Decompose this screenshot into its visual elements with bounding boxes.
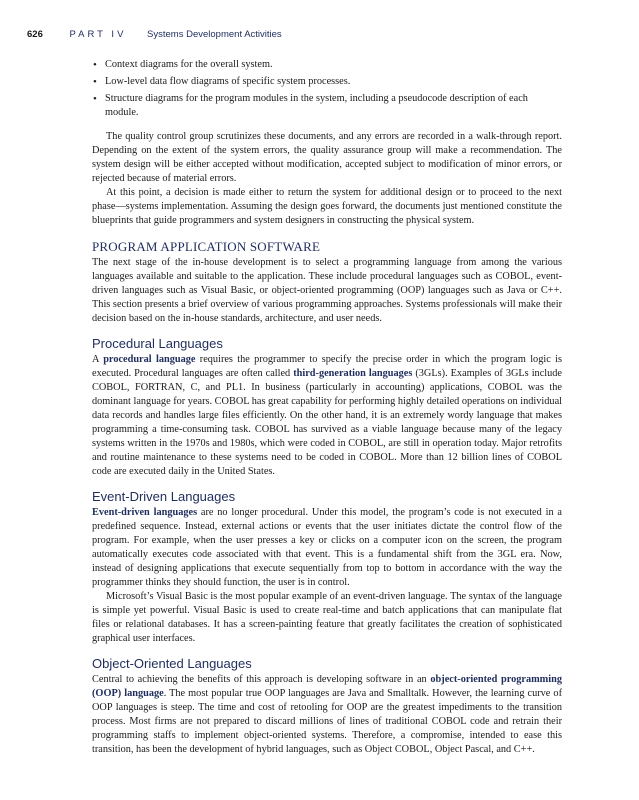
subheading-procedural: Procedural Languages	[92, 336, 223, 351]
bullet-item: • Structure diagrams for the program modules in the system, including a pseudocode description of each module.	[92, 92, 562, 120]
bullet-item: • Context diagrams for the overall system.	[92, 58, 562, 72]
paragraph-event-driven	[92, 506, 562, 590]
subheading-object-oriented: Object-Oriented Languages	[92, 656, 252, 671]
chapter-title: Systems Development Activities	[147, 29, 282, 40]
paragraph-quality-control: The quality control group scrutinizes these documents, and any errors are recorded in a walk-through report. Depending on the extent of the system errors, the quality assurance group will make a recommendation. The system design will be either accepted without modification, accepted subject to modification of minor errors, or rejected because of material errors.	[92, 131, 562, 184]
key-term: Event-driven languages	[92, 507, 198, 518]
page-body	[92, 58, 562, 757]
page-number: 626	[27, 29, 43, 40]
part-label: PART IV	[69, 29, 127, 40]
key-term: object-oriented programming (OOP) language	[92, 674, 562, 699]
paragraph-decision: At this point, a decision is made either to return the system for additional design or to proceed to the next phase—systems implementation. Assuming the design goes forward, the documents just mentioned constitute the blueprints that guide programmers and system designers in constructing the physical system.	[92, 187, 562, 226]
key-term: third-generation languages	[293, 368, 413, 379]
key-term: procedural language	[103, 354, 196, 365]
subheading-event-driven: Event-Driven Languages	[92, 489, 236, 504]
text-run: are no longer procedural. Under this model, the program’s code is not executed in a predefined sequence. Instead, external actions or events that the user initiates dictate the control flow of the program. For example, when the user presses a key or clicks on a computer icon on the screen, the program automatically executes code associated with that event. This is a fundamental shift from the 3GL era. Now, instead of designing applications that execute sequentially from top to bottom in accordance with the way the programmer thinks they should function, the user is in control.	[92, 507, 562, 588]
text-run: (3GLs). Examples of 3GLs include COBOL, FORTRAN, C, and PL1. In business (particularly in accounting) applications, COBOL was the dominant language for years. COBOL has great capability for performing highly detailed operations on individual data records and handles large files efficiently. On the other hand, it is an extremely wordy language that makes programming a time-consuming task. COBOL has survived as a viable language because many of the legacy systems written in the 1970s and 1980s, which were coded in COBOL, are still in operation today. Major retrofits and routine maintenance to these systems need to be coded in COBOL. More than 12 billion lines of COBOL code are executed daily in the United States.	[92, 368, 563, 477]
text-run: . The most popular true OOP languages are Java and Smalltalk. However, the learning curve of OOP languages is steep. The time and cost of retooling for OOP are the greatest impediments to the transition process. Most firms are not prepared to discard millions of lines of traditional COBOL code and retrain their programming staffs to implement object-oriented systems. Therefore, a compromise, intended to ease this transition, has been the development of hybrid languages, such as Object COBOL, Object Pascal, and C++.	[92, 688, 562, 755]
paragraph-object-oriented	[92, 673, 562, 757]
paragraph-procedural	[92, 353, 562, 479]
running-header	[27, 29, 609, 40]
paragraph-visual-basic: Microsoft’s Visual Basic is the most popular example of an event-driven language. The syntax of the language is simple yet powerful. Visual Basic is used to create real-time and batch applications that can manipulate flat files or relational databases. It has a screen-painting feature that greatly facilitates the creation of sophisticated graphical user interfaces.	[92, 591, 562, 644]
text-run: A	[92, 354, 104, 365]
bullet-item: • Low-level data flow diagrams of specific system processes.	[92, 75, 562, 89]
section-heading: PROGRAM APPLICATION SOFTWARE	[92, 239, 321, 254]
paragraph-program-application: The next stage of the in-house development is to select a programming language from among the various languages available and suitable to the application. These include procedural languages such as COBOL, event-driven languages such as Visual Basic, or object-oriented programming (OOP) languages such as Java or C++. This section presents a brief overview of various programming approaches. Systems professionals will make their decision based on the in-house standards, architecture, and user needs.	[92, 257, 562, 324]
bullet-list	[92, 58, 562, 120]
text-run: requires the programmer to specify the precise order in which the program logic is executed. Procedural languages are often called	[92, 354, 562, 379]
text-run: Central to achieving the benefits of this approach is developing software in an	[92, 674, 431, 685]
